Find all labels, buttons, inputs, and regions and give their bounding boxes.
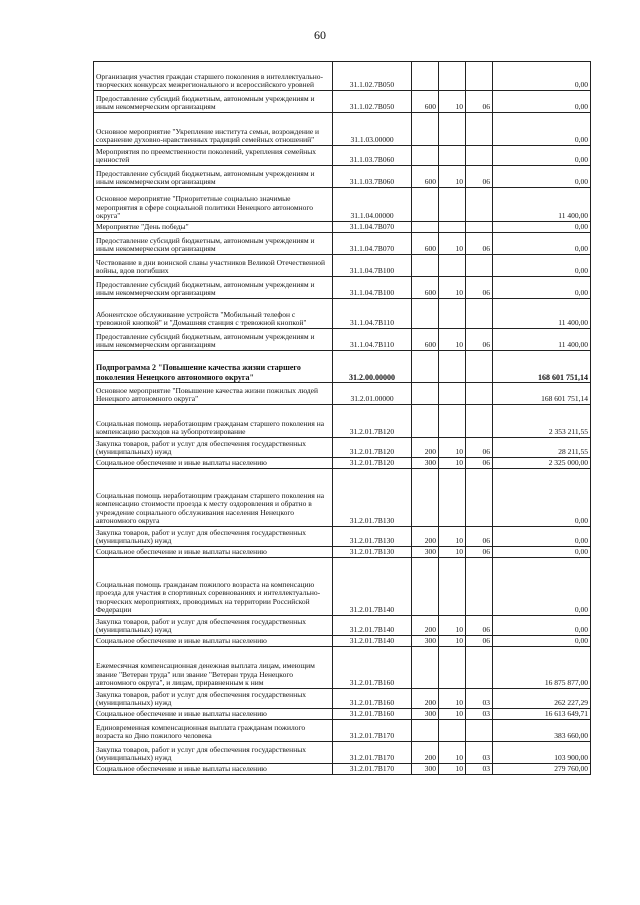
- row-sum-cell: 0,00: [493, 616, 591, 636]
- row-vr-cell: 600: [412, 329, 439, 351]
- row-sum-cell: 0,00: [493, 558, 591, 616]
- row-vr-cell: [412, 558, 439, 616]
- row-name-cell: Социальное обеспечение и иные выплаты населению: [94, 636, 333, 647]
- row-pr-cell: 06: [466, 166, 493, 188]
- row-name-cell: Мероприятие "День победы": [94, 222, 333, 233]
- row-vr-cell: [412, 469, 439, 527]
- row-sum-cell: 0,00: [493, 527, 591, 547]
- row-name-cell: Предоставление субсидий бюджетным, автономным учреждениям и иным некоммерческим организациям: [94, 166, 333, 188]
- row-code-cell: 31.2.01.7В170: [333, 764, 412, 775]
- row-sum-cell: 0,00: [493, 469, 591, 527]
- table-row: [94, 329, 591, 351]
- row-pr-cell: [466, 405, 493, 438]
- row-vr-cell: 300: [412, 709, 439, 720]
- row-name-cell: Абонентское обслуживание устройств "Мобильный телефон с тревожной кнопкой" и "Домашняя станция с тревожной кнопкой": [94, 299, 333, 329]
- row-pr-cell: 06: [466, 458, 493, 469]
- row-rz-cell: 10: [439, 166, 466, 188]
- table-row: [94, 742, 591, 764]
- row-pr-cell: 06: [466, 636, 493, 647]
- row-vr-cell: 300: [412, 458, 439, 469]
- row-sum-cell: 16 875 877,00: [493, 647, 591, 689]
- row-name-cell: Закупка товаров, работ и услуг для обеспечения государственных (муниципальных) нужд: [94, 742, 333, 764]
- row-sum-cell: 0,00: [493, 146, 591, 166]
- row-code-cell: 31.2.01.7В120: [333, 458, 412, 469]
- row-code-cell: 31.1.04.7В110: [333, 299, 412, 329]
- table-row: [94, 558, 591, 616]
- row-rz-cell: 10: [439, 764, 466, 775]
- row-rz-cell: [439, 255, 466, 277]
- row-code-cell: 31.1.02.7В050: [333, 62, 412, 91]
- row-sum-cell: 16 613 649,71: [493, 709, 591, 720]
- row-pr-cell: 06: [466, 277, 493, 299]
- row-rz-cell: [439, 405, 466, 438]
- row-code-cell: 31.2.01.7В120: [333, 438, 412, 458]
- row-pr-cell: [466, 720, 493, 742]
- row-rz-cell: 10: [439, 742, 466, 764]
- row-code-cell: 31.2.01.7В160: [333, 647, 412, 689]
- row-code-cell: 31.1.04.7В070: [333, 233, 412, 255]
- row-rz-cell: [439, 146, 466, 166]
- row-sum-cell: 279 760,00: [493, 764, 591, 775]
- row-pr-cell: 06: [466, 547, 493, 558]
- row-code-cell: 31.1.04.7В070: [333, 222, 412, 233]
- table-row: [94, 527, 591, 547]
- row-vr-cell: 200: [412, 616, 439, 636]
- row-sum-cell: 168 601 751,14: [493, 351, 591, 383]
- row-rz-cell: 10: [439, 709, 466, 720]
- row-name-cell: Социальная помощь гражданам пожилого возраста на компенсацию проезда для участия в спортивных соревнованиях и интеллектуально-творческих мероприятиях, проводимых на территории Российской Федерации: [94, 558, 333, 616]
- row-name-cell: Основное мероприятие "Приоритетные социально значимые мероприятия в сфере социальной политики Ненецкого автономного округа": [94, 188, 333, 222]
- row-name-cell: Организация участия граждан старшего поколения в интеллектуально-творческих конкурсах межрегионального и всероссийского уровней: [94, 62, 333, 91]
- row-vr-cell: 200: [412, 689, 439, 709]
- row-sum-cell: 383 660,00: [493, 720, 591, 742]
- row-name-cell: Чествование в дни воинской славы участников Великой Отечественной войны, вдов погибших: [94, 255, 333, 277]
- row-rz-cell: [439, 720, 466, 742]
- table-row: [94, 405, 591, 438]
- row-rz-cell: [439, 647, 466, 689]
- row-name-cell: Закупка товаров, работ и услуг для обеспечения государственных (муниципальных) нужд: [94, 527, 333, 547]
- row-rz-cell: 10: [439, 329, 466, 351]
- row-pr-cell: 03: [466, 709, 493, 720]
- table-row: [94, 255, 591, 277]
- row-rz-cell: [439, 222, 466, 233]
- row-sum-cell: 0,00: [493, 166, 591, 188]
- row-pr-cell: [466, 62, 493, 91]
- table-row: [94, 62, 591, 91]
- table-row: [94, 547, 591, 558]
- row-rz-cell: [439, 113, 466, 146]
- row-vr-cell: 600: [412, 233, 439, 255]
- row-pr-cell: [466, 146, 493, 166]
- row-rz-cell: [439, 558, 466, 616]
- row-pr-cell: [466, 222, 493, 233]
- row-name-cell: Предоставление субсидий бюджетным, автономным учреждениям и иным некоммерческим организациям: [94, 91, 333, 113]
- row-name-cell: Социальное обеспечение и иные выплаты населению: [94, 709, 333, 720]
- table-row: [94, 222, 591, 233]
- table-row: [94, 720, 591, 742]
- row-pr-cell: [466, 469, 493, 527]
- row-vr-cell: 600: [412, 91, 439, 113]
- row-sum-cell: 0,00: [493, 233, 591, 255]
- table-row: [94, 709, 591, 720]
- row-vr-cell: 200: [412, 742, 439, 764]
- row-pr-cell: [466, 113, 493, 146]
- row-pr-cell: 03: [466, 742, 493, 764]
- row-name-cell: Основное мероприятие "Укрепление института семьи, возрождение и сохранение духовно-нравственных традиций семейных отношений": [94, 113, 333, 146]
- row-code-cell: 31.2.01.7В120: [333, 405, 412, 438]
- row-sum-cell: 11 400,00: [493, 329, 591, 351]
- row-vr-cell: 300: [412, 764, 439, 775]
- row-name-cell: Закупка товаров, работ и услуг для обеспечения государственных (муниципальных) нужд: [94, 689, 333, 709]
- row-name-cell: Социальное обеспечение и иные выплаты населению: [94, 547, 333, 558]
- row-name-cell: Ежемесячная компенсационная денежная выплата лицам, имеющим звание "Ветеран труда" или звание "Ветеран труда Ненецкого автономного округа", и лицам, приравненным к ним: [94, 647, 333, 689]
- row-code-cell: 31.1.03.00000: [333, 113, 412, 146]
- row-name-cell: Основное мероприятие "Повышение качества жизни пожилых людей Ненецкого автономного округа": [94, 383, 333, 405]
- budget-table: [93, 61, 591, 775]
- table-row: [94, 438, 591, 458]
- row-pr-cell: 03: [466, 689, 493, 709]
- row-pr-cell: [466, 351, 493, 383]
- row-rz-cell: [439, 62, 466, 91]
- row-code-cell: 31.2.01.7В140: [333, 616, 412, 636]
- row-pr-cell: [466, 255, 493, 277]
- row-code-cell: 31.2.01.7В160: [333, 689, 412, 709]
- row-pr-cell: 06: [466, 616, 493, 636]
- row-code-cell: 31.2.01.00000: [333, 383, 412, 405]
- row-name-cell: Социальное обеспечение и иные выплаты населению: [94, 764, 333, 775]
- row-name-cell: Закупка товаров, работ и услуг для обеспечения государственных (муниципальных) нужд: [94, 616, 333, 636]
- table-row: [94, 166, 591, 188]
- row-vr-cell: [412, 222, 439, 233]
- table-row: [94, 469, 591, 527]
- table-row: [94, 458, 591, 469]
- row-vr-cell: 200: [412, 438, 439, 458]
- row-vr-cell: [412, 113, 439, 146]
- row-pr-cell: [466, 299, 493, 329]
- row-code-cell: 31.2.01.7В130: [333, 527, 412, 547]
- row-name-cell: Социальная помощь неработающим гражданам старшего поколения на компенсацию расходов на зубопротезирование: [94, 405, 333, 438]
- page-number: 60: [314, 28, 326, 42]
- row-pr-cell: 06: [466, 329, 493, 351]
- row-name-cell: Предоставление субсидий бюджетным, автономным учреждениям и иным некоммерческим организациям: [94, 329, 333, 351]
- row-code-cell: 31.1.04.7В100: [333, 277, 412, 299]
- row-vr-cell: 200: [412, 527, 439, 547]
- row-name-cell: Социальное обеспечение и иные выплаты населению: [94, 458, 333, 469]
- row-name-cell: Социальная помощь неработающим гражданам старшего поколения на компенсацию стоимости проезда к месту оздоровления и обратно в учреждение социального обслуживания населения Ненецкого автономного округа: [94, 469, 333, 527]
- row-pr-cell: [466, 558, 493, 616]
- row-code-cell: 31.2.01.7В170: [333, 742, 412, 764]
- row-vr-cell: [412, 647, 439, 689]
- row-sum-cell: 103 900,00: [493, 742, 591, 764]
- row-pr-cell: 06: [466, 438, 493, 458]
- row-name-cell: Единовременная компенсационная выплата гражданам пожилого возраста ко Дню пожилого человека: [94, 720, 333, 742]
- row-pr-cell: 06: [466, 527, 493, 547]
- row-rz-cell: [439, 383, 466, 405]
- row-pr-cell: [466, 647, 493, 689]
- table-row: [94, 188, 591, 222]
- table-row: [94, 351, 591, 383]
- row-vr-cell: [412, 351, 439, 383]
- row-vr-cell: [412, 146, 439, 166]
- row-rz-cell: 10: [439, 458, 466, 469]
- row-sum-cell: 0,00: [493, 62, 591, 91]
- row-rz-cell: 10: [439, 91, 466, 113]
- row-rz-cell: 10: [439, 616, 466, 636]
- row-sum-cell: 262 227,29: [493, 689, 591, 709]
- row-rz-cell: [439, 351, 466, 383]
- row-name-cell: Предоставление субсидий бюджетным, автономным учреждениям и иным некоммерческим организациям: [94, 277, 333, 299]
- row-rz-cell: 10: [439, 438, 466, 458]
- table-row: [94, 764, 591, 775]
- row-sum-cell: 0,00: [493, 91, 591, 113]
- table-row: [94, 299, 591, 329]
- row-code-cell: 31.2.01.7В140: [333, 636, 412, 647]
- row-code-cell: 31.1.04.00000: [333, 188, 412, 222]
- row-rz-cell: 10: [439, 547, 466, 558]
- row-pr-cell: [466, 383, 493, 405]
- row-sum-cell: 168 601 751,14: [493, 383, 591, 405]
- row-code-cell: 31.2.01.7В170: [333, 720, 412, 742]
- row-vr-cell: 600: [412, 277, 439, 299]
- table-row: [94, 616, 591, 636]
- row-vr-cell: [412, 720, 439, 742]
- row-rz-cell: 10: [439, 636, 466, 647]
- row-vr-cell: 600: [412, 166, 439, 188]
- row-pr-cell: 06: [466, 91, 493, 113]
- row-sum-cell: 2 325 000,00: [493, 458, 591, 469]
- row-name-cell: Мероприятия по преемственности поколений, укрепления семейных ценностей: [94, 146, 333, 166]
- row-rz-cell: [439, 188, 466, 222]
- row-sum-cell: 0,00: [493, 277, 591, 299]
- row-pr-cell: [466, 188, 493, 222]
- row-sum-cell: 0,00: [493, 547, 591, 558]
- row-code-cell: 31.1.04.7В110: [333, 329, 412, 351]
- table-row: [94, 91, 591, 113]
- row-code-cell: 31.2.01.7В130: [333, 469, 412, 527]
- table-row: [94, 277, 591, 299]
- table-row: [94, 636, 591, 647]
- table-row: [94, 689, 591, 709]
- row-sum-cell: 11 400,00: [493, 299, 591, 329]
- row-code-cell: 31.1.03.7В060: [333, 166, 412, 188]
- row-code-cell: 31.1.02.7В050: [333, 91, 412, 113]
- table-row: [94, 146, 591, 166]
- row-vr-cell: [412, 299, 439, 329]
- table-row: [94, 233, 591, 255]
- row-name-cell: Подпрограмма 2 "Повышение качества жизни старшего поколения Ненецкого автономного округа": [94, 351, 333, 383]
- row-pr-cell: 03: [466, 764, 493, 775]
- row-name-cell: Закупка товаров, работ и услуг для обеспечения государственных (муниципальных) нужд: [94, 438, 333, 458]
- table-row: [94, 113, 591, 146]
- table-row: [94, 647, 591, 689]
- row-rz-cell: 10: [439, 277, 466, 299]
- row-rz-cell: 10: [439, 527, 466, 547]
- row-vr-cell: 300: [412, 547, 439, 558]
- row-code-cell: 31.1.04.7В100: [333, 255, 412, 277]
- row-code-cell: 31.2.01.7В140: [333, 558, 412, 616]
- row-rz-cell: 10: [439, 233, 466, 255]
- row-vr-cell: [412, 383, 439, 405]
- row-vr-cell: [412, 255, 439, 277]
- row-sum-cell: 0,00: [493, 636, 591, 647]
- row-sum-cell: 0,00: [493, 222, 591, 233]
- row-name-cell: Предоставление субсидий бюджетным, автономным учреждениям и иным некоммерческим организациям: [94, 233, 333, 255]
- table-row: [94, 383, 591, 405]
- row-pr-cell: 06: [466, 233, 493, 255]
- row-sum-cell: 0,00: [493, 113, 591, 146]
- row-sum-cell: 0,00: [493, 255, 591, 277]
- row-rz-cell: [439, 299, 466, 329]
- row-sum-cell: 11 400,00: [493, 188, 591, 222]
- row-code-cell: 31.2.01.7В160: [333, 709, 412, 720]
- row-sum-cell: 2 353 211,55: [493, 405, 591, 438]
- row-vr-cell: [412, 62, 439, 91]
- row-code-cell: 31.1.03.7В060: [333, 146, 412, 166]
- row-vr-cell: [412, 188, 439, 222]
- row-code-cell: 31.2.01.7В130: [333, 547, 412, 558]
- row-rz-cell: 10: [439, 689, 466, 709]
- row-code-cell: 31.2.00.00000: [333, 351, 412, 383]
- row-sum-cell: 28 211,55: [493, 438, 591, 458]
- row-rz-cell: [439, 469, 466, 527]
- row-vr-cell: 300: [412, 636, 439, 647]
- row-vr-cell: [412, 405, 439, 438]
- budget-table-body: [94, 62, 591, 775]
